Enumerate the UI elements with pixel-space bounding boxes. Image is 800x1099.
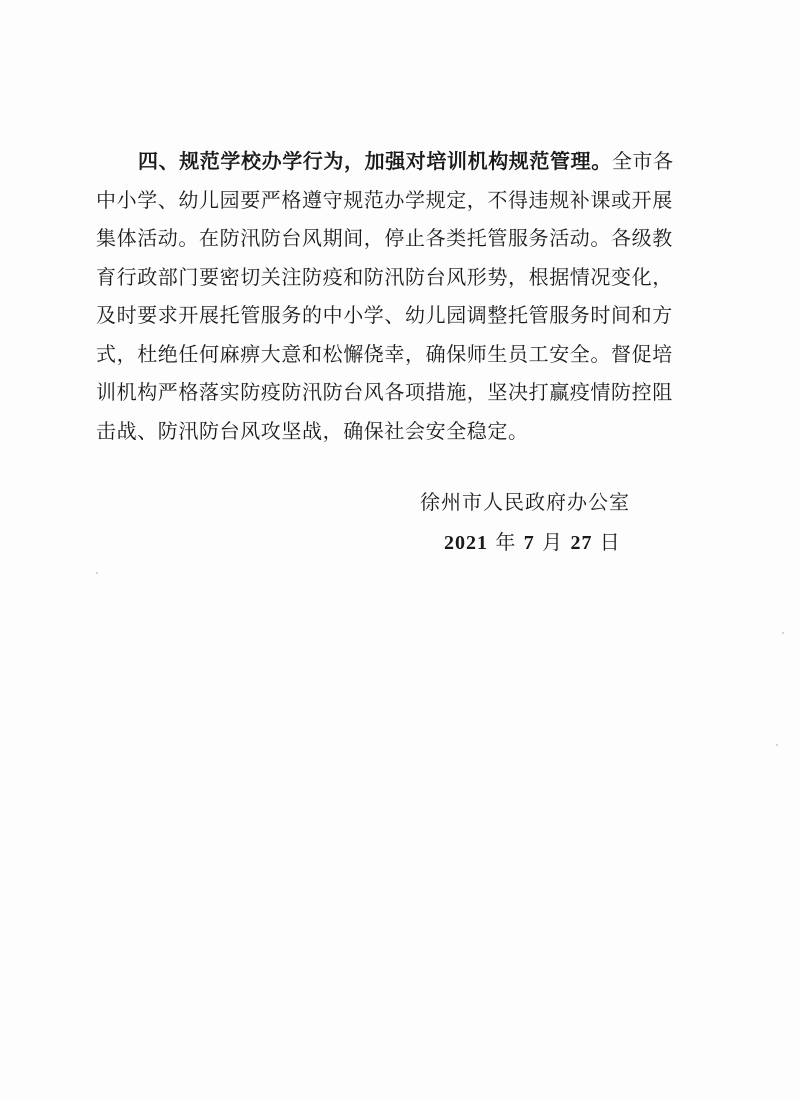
paragraph-line-8: 击战、防汛防台风攻坚战，确保社会安全稳定。 [96, 418, 529, 443]
issue-date [420, 522, 680, 562]
scan-speck [776, 744, 778, 746]
date-year: 2021 [444, 532, 488, 554]
date-year-unit: 年 [495, 530, 517, 554]
paragraph-line-4: 育行政部门要密切关注防疫和防汛防台风形势，根据情况变化， [96, 264, 673, 289]
scan-speck [782, 632, 784, 634]
paragraph-line-3: 集体活动。在防汛防台风期间，停止各类托管服务活动。各级教 [96, 226, 673, 250]
date-day-unit: 日 [599, 530, 621, 554]
issuing-organization: 徐州市人民政府办公室 [420, 490, 630, 514]
section-four-paragraph [96, 142, 716, 450]
paragraph-line-6: 式，杜绝任何麻痹大意和松懈侥幸，确保师生员工安全。督促培 [96, 341, 673, 366]
date-month-unit: 月 [542, 530, 564, 554]
section-heading: 四、规范学校办学行为，加强对培训机构规范管理。 [138, 149, 612, 173]
signature-block [420, 482, 680, 562]
scan-speck [96, 572, 98, 574]
paragraph-line-7: 训机构严格落实防疫防汛防台风各项措施，坚决打赢疫情防控阻 [96, 380, 673, 404]
date-day: 27 [570, 532, 593, 554]
date-month: 7 [523, 532, 535, 554]
paragraph-line-1 [96, 142, 716, 181]
paragraph-line-5: 及时要求开展托管服务的中小学、幼儿园调整托管服务时间和方 [96, 303, 673, 327]
paragraph-line-2: 中小学、幼儿园要严格遵守规范办学规定，不得违规补课或开展 [96, 187, 673, 212]
paragraph-text-1: 全市各 [611, 149, 674, 173]
